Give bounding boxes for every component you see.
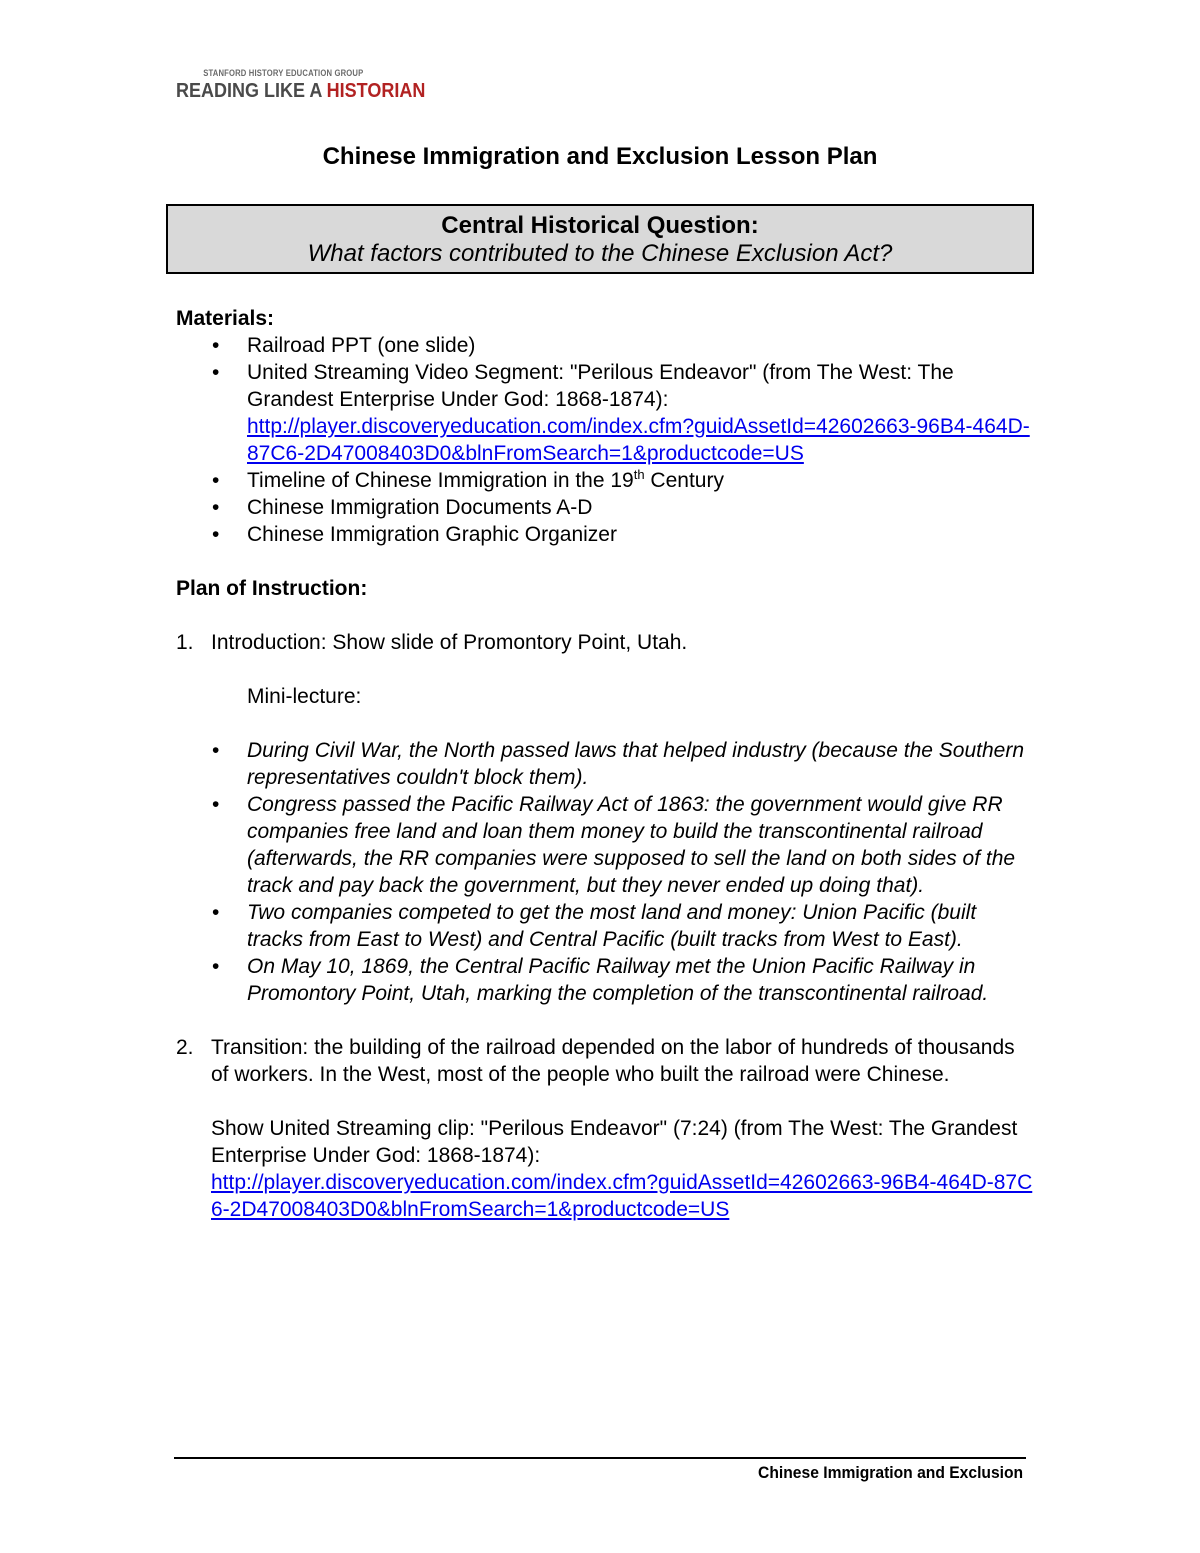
lecture-list <box>176 737 1026 1007</box>
bullet-icon: • <box>212 469 220 492</box>
step-2 <box>176 1034 1036 1088</box>
list-item <box>176 953 1026 1007</box>
plan-heading: Plan of Instruction: <box>176 577 368 600</box>
lecture-text: Congress passed the Pacific Railway Act of 1863: the government would give RR companies free land and loan them money to build the transcontinental railroad (afterwards, the RR companies were supposed to sell the land on both sides of the track and pay back the government, but they never ended up doing that). <box>247 793 1016 897</box>
step-2-video <box>176 1115 1036 1223</box>
bullet-icon: • <box>212 523 220 546</box>
central-question-box <box>166 204 1034 274</box>
logo-main-part1: READING LIKE A <box>176 80 327 102</box>
step-number: 1. <box>176 631 194 654</box>
lecture-text: During Civil War, the North passed laws that helped industry (because the Southern representatives couldn't block them). <box>247 739 1025 789</box>
list-item <box>176 521 1036 548</box>
bullet-icon: • <box>212 496 220 519</box>
central-question-heading: Central Historical Question: <box>441 212 759 239</box>
step-1 <box>176 629 1036 656</box>
material-text: United Streaming Video Segment: "Perilous Endeavor" (from The West: The Grandest Enterprise Under God: 1868-1874): <box>247 361 954 411</box>
material-text: Chinese Immigration Graphic Organizer <box>247 523 617 546</box>
logo-main-text <box>176 79 426 103</box>
bullet-icon: • <box>212 361 220 384</box>
bullet-icon: • <box>212 901 220 924</box>
lecture-text: Two companies competed to get the most land and money: Union Pacific (built tracks from East to West) and Central Pacific (built tracks from West to East). <box>247 901 977 951</box>
material-text: Century <box>644 469 724 492</box>
list-item <box>176 899 1026 953</box>
video-link[interactable]: http://player.discoveryeducation.com/index.cfm?guidAssetId=42602663-96B4-464D-87C6-2D47008403D0&blnFromSearch=1&productcode=US <box>211 1171 1033 1221</box>
list-item <box>176 494 1036 521</box>
step-text: Introduction: Show slide of Promontory Point, Utah. <box>211 631 688 654</box>
bullet-icon: • <box>212 739 220 762</box>
step-2-show-text: Show United Streaming clip: "Perilous Endeavor" (7:24) (from The West: The Grandest Enterprise Under God: 1868-1874): <box>211 1117 1018 1167</box>
list-item <box>176 467 1036 494</box>
material-text: Chinese Immigration Documents A-D <box>247 496 593 519</box>
step-text: Transition: the building of the railroad depended on the labor of hundreds of thousands of workers. In the West, most of the people who built the railroad were Chinese. <box>211 1036 1015 1086</box>
logo-top-line: STANFORD HISTORY EDUCATION GROUP <box>203 68 364 78</box>
step-number: 2. <box>176 1036 194 1059</box>
list-item <box>176 332 1036 359</box>
central-question-text: What factors contributed to the Chinese Exclusion Act? <box>307 240 893 267</box>
video-link[interactable]: http://player.discoveryeducation.com/index.cfm?guidAssetId=42602663-96B4-464D-87C6-2D47008403D0&blnFromSearch=1&productcode=US <box>247 415 1030 465</box>
list-item <box>176 791 1026 899</box>
material-text: Railroad PPT (one slide) <box>247 334 476 357</box>
superscript: th <box>633 467 645 482</box>
srg-logo <box>176 67 426 103</box>
materials-list <box>176 332 1036 548</box>
bullet-icon: • <box>212 955 220 978</box>
materials-heading: Materials: <box>176 307 275 330</box>
bullet-icon: • <box>212 334 220 357</box>
list-item <box>176 737 1026 791</box>
mini-lecture-label: Mini-lecture: <box>247 685 362 708</box>
material-text: Timeline of Chinese Immigration in the 19 <box>247 469 634 492</box>
footer-divider <box>174 1457 1026 1459</box>
lesson-body <box>176 305 1036 1223</box>
logo-main-part2: HISTORIAN <box>326 80 426 102</box>
list-item <box>176 359 1036 467</box>
footer-title: Chinese Immigration and Exclusion <box>757 1463 1023 1482</box>
page-title: Chinese Immigration and Exclusion Lesson Plan <box>322 143 878 170</box>
lecture-text: On May 10, 1869, the Central Pacific Railway met the Union Pacific Railway in Promontory Point, Utah, marking the completion of the transcontinental railroad. <box>247 955 989 1005</box>
bullet-icon: • <box>212 793 220 816</box>
